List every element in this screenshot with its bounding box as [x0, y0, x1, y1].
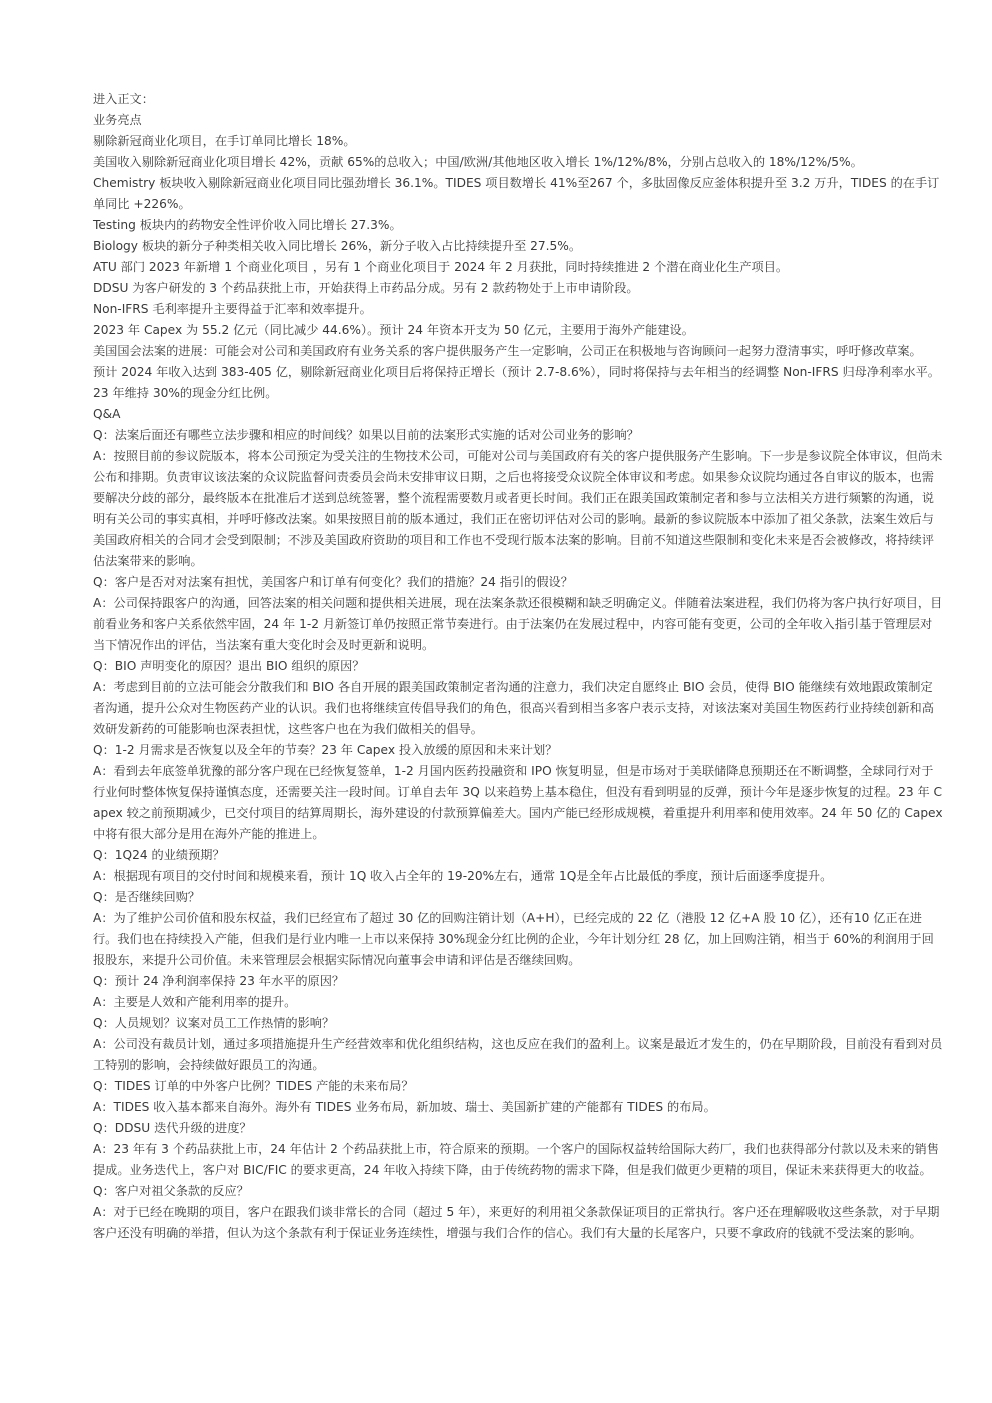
intro-label: 进入正文： [93, 92, 154, 106]
question: Q：人员规划？议案对员工工作热情的影响？ [93, 1016, 335, 1030]
question: Q：DDSU 迭代升级的进度？ [93, 1121, 252, 1135]
section-heading-qa: Q&A [93, 407, 121, 421]
answer: A：对于已经在晚期的项目，客户在跟我们谈非常长的合同（超过 5 年），来更好的利用祖父条款保证项目的正常执行。客户还在理解吸收这些条款，对于早期客户还没有明确的举措，但认为这个条款有利于保证业务连续性，增强与我们合作的信心。我们有大量的长尾客户，只要不拿政府的钱就不受法案的影响。 [93, 1205, 940, 1240]
paragraph: 2023 年 Capex 为 55.2 亿元（同比减少 44.6%）。预计 24 年资本开支为 50 亿元，主要用于海外产能建设。 [93, 323, 694, 337]
answer: A：看到去年底签单犹豫的部分客户现在已经恢复签单，1-2 月国内医药投融资和 IPO 恢复明显，但是市场对于美联储降息预期还在不断调整，全球同行对于行业何时整体恢复保持谨慎态度，还需要关注一段时间。订单自去年 3Q 以来趋势上基本稳住，但没有看到明显的反弹，预计今年是逐步恢复的过程。23 年 Capex 较之前预期减少，已交付项目的结算周期长，海外建设的付款预算偏差大。国内产能已经形成规模，着重提升利用率和使用效率。24 年 50 亿的 Capex 中将有很大部分是用在海外产能的推进上。 [93, 764, 943, 841]
answer: A：按照目前的参议院版本，将本公司预定为受关注的生物技术公司，可能对公司与美国政府有关的客户提供服务产生影响。下一步是参议院全体审议，但尚未公布和排期。负责审议该法案的众议院监督问责委员会尚未安排审议日期，之后也将接受众议院全体审议和考虑。如果参众议院均通过各自审议的版本，也需要解决分歧的部分，最终版本在批准后才送到总统签署，整个流程需要数月或者更长时间。我们正在跟美国政策制定者和参与立法相关方进行频繁的沟通，说明有关公司的事实真相，并呼吁修改法案。如果按照目前的版本通过，我们正在密切评估对公司的影响。最新的参议院版本中添加了祖父条款，法案生效后与美国政府相关的合同才会受到限制；不涉及美国政府资助的项目和工作也不受现行版本法案的影响。目前不知道这些限制和变化未来是否会被修改，将持续评估法案带来的影响。 [93, 449, 943, 568]
paragraph: 美国收入剔除新冠商业化项目增长 42%，贡献 65%的总收入；中国/欧洲/其他地区收入增长 1%/12%/8%，分别占总收入的 18%/12%/5%。 [93, 155, 863, 169]
question: Q：TIDES 订单的中外客户比例？TIDES 产能的未来布局？ [93, 1079, 414, 1093]
answer: A：公司没有裁员计划，通过多项措施提升生产经营效率和优化组织结构，这也反应在我们的盈利上。议案是最近才发生的，仍在早期阶段，目前没有看到对员工特别的影响，会持续做好跟员工的沟通。 [93, 1037, 943, 1072]
answer: A：公司保持跟客户的沟通，回答法案的相关问题和提供相关进展，现在法案条款还很模糊和缺乏明确定义。伴随着法案进程，我们仍将为客户执行好项目，目前看业务和客户关系依然牢固，24 年 1-2 月新签订单仍按照正常节奏进行。由于法案仍在发展过程中，内容可能有变更，公司的全年收入指引基于管理层对当下情况作出的评估，当法案有重大变化时会及时更新和说明。 [93, 596, 943, 652]
paragraph: 美国国会法案的进展：可能会对公司和美国政府有业务关系的客户提供服务产生一定影响，公司正在积极地与咨询顾问一起努力澄清事实，呼吁修改草案。 [93, 344, 922, 358]
paragraph: Non-IFRS 毛利率提升主要得益于汇率和效率提升。 [93, 302, 372, 316]
question: Q：预计 24 净利润率保持 23 年水平的原因？ [93, 974, 345, 988]
answer: A：TIDES 收入基本都来自海外。海外有 TIDES 业务布局，新加坡、瑞士、美国新扩建的产能都有 TIDES 的布局。 [93, 1100, 716, 1114]
question: Q：客户对祖父条款的反应？ [93, 1184, 249, 1198]
answer: A：为了维护公司价值和股东权益，我们已经宣布了超过 30 亿的回购注销计划（A+H），已经完成的 22 亿（港股 12 亿+A 股 10 亿），还有10 亿正在进行。我们也在持续投入产能，但我们是行业内唯一上市以来保持 30%现金分红比例的企业，今年计划分红 28 亿，加上回购注销，相当于 60%的利润用于回报股东，来提升公司价值。未来管理层会根据实际情况向董事会申请和评估是否继续回购。 [93, 911, 934, 967]
paragraph: Biology 板块的新分子种类相关收入同比增长 26%，新分子收入占比持续提升至 27.5%。 [93, 239, 582, 253]
document-body [93, 89, 943, 1244]
paragraph: Testing 板块内的药物安全性评价收入同比增长 27.3%。 [93, 218, 402, 232]
paragraph: Chemistry 板块收入剔除新冠商业化项目同比强劲增长 36.1%。TIDES 项目数增长 41%至267 个，多肽固像反应釜体积提升至 3.2 万升，TIDES 的在手订单同比 +226%。 [93, 176, 940, 211]
paragraph: DDSU 为客户研发的 3 个药品获批上市，开始获得上市药品分成。另有 2 款药物处于上市申请阶段。 [93, 281, 639, 295]
question: Q：是否继续回购？ [93, 890, 201, 904]
answer: A：根据现有项目的交付时间和规模来看，预计 1Q 收入占全年的 19-20%左右，通常 1Q是全年占比最低的季度，预计后面逐季度提升。 [93, 869, 833, 883]
answer: A：主要是人效和产能利用率的提升。 [93, 995, 297, 1009]
paragraph: 预计 2024 年收入达到 383-405 亿，剔除新冠商业化项目后将保持正增长（预计 2.7-8.6%），同时将保持与去年相当的经调整 Non-IFRS 归母净利率水平。 [93, 365, 940, 379]
question: Q：BIO 声明变化的原因？退出 BIO 组织的原因？ [93, 659, 365, 673]
question: Q：客户是否对对法案有担忧，美国客户和订单有何变化？我们的措施？24 指引的假设？ [93, 575, 573, 589]
paragraph: 剔除新冠商业化项目，在手订单同比增长 18%。 [93, 134, 356, 148]
section-heading-highlights: 业务亮点 [93, 113, 142, 127]
answer: A：考虑到目前的立法可能会分散我们和 BIO 各自开展的跟美国政策制定者沟通的注意力，我们决定自愿终止 BIO 会员，使得 BIO 能继续有效地跟政策制定者沟通，提升公众对生物医药产业的认识。我们也将继续宣传倡导我们的角色，很高兴看到相当多客户表示支持，对该法案对美国生物医药行业持续创新和高效研发新药的可能影响也深表担忧，这些客户也在为我们做相关的倡导。 [93, 680, 934, 736]
paragraph: 23 年维持 30%的现金分红比例。 [93, 386, 278, 400]
question: Q：法案后面还有哪些立法步骤和相应的时间线？如果以目前的法案形式实施的话对公司业务的影响？ [93, 428, 639, 442]
answer: A：23 年有 3 个药品获批上市，24 年估计 2 个药品获批上市，符合原来的预期。一个客户的国际权益转给国际大药厂，我们也获得部分付款以及未来的销售提成。业务迭代上，客户对 BIC/FIC 的要求更高，24 年收入持续下降，由于传统药物的需求下降，但是我们做更少更精的项目，保证未来获得更大的收益。 [93, 1142, 939, 1177]
paragraph: ATU 部门 2023 年新增 1 个商业化项目 ，另有 1 个商业化项目于 2024 年 2 月获批，同时持续推进 2 个潜在商业化生产项目。 [93, 260, 789, 274]
question: Q：1-2 月需求是否恢复以及全年的节奏？23 年 Capex 投入放缓的原因和未来计划？ [93, 743, 558, 757]
question: Q：1Q24 的业绩预期？ [93, 848, 225, 862]
